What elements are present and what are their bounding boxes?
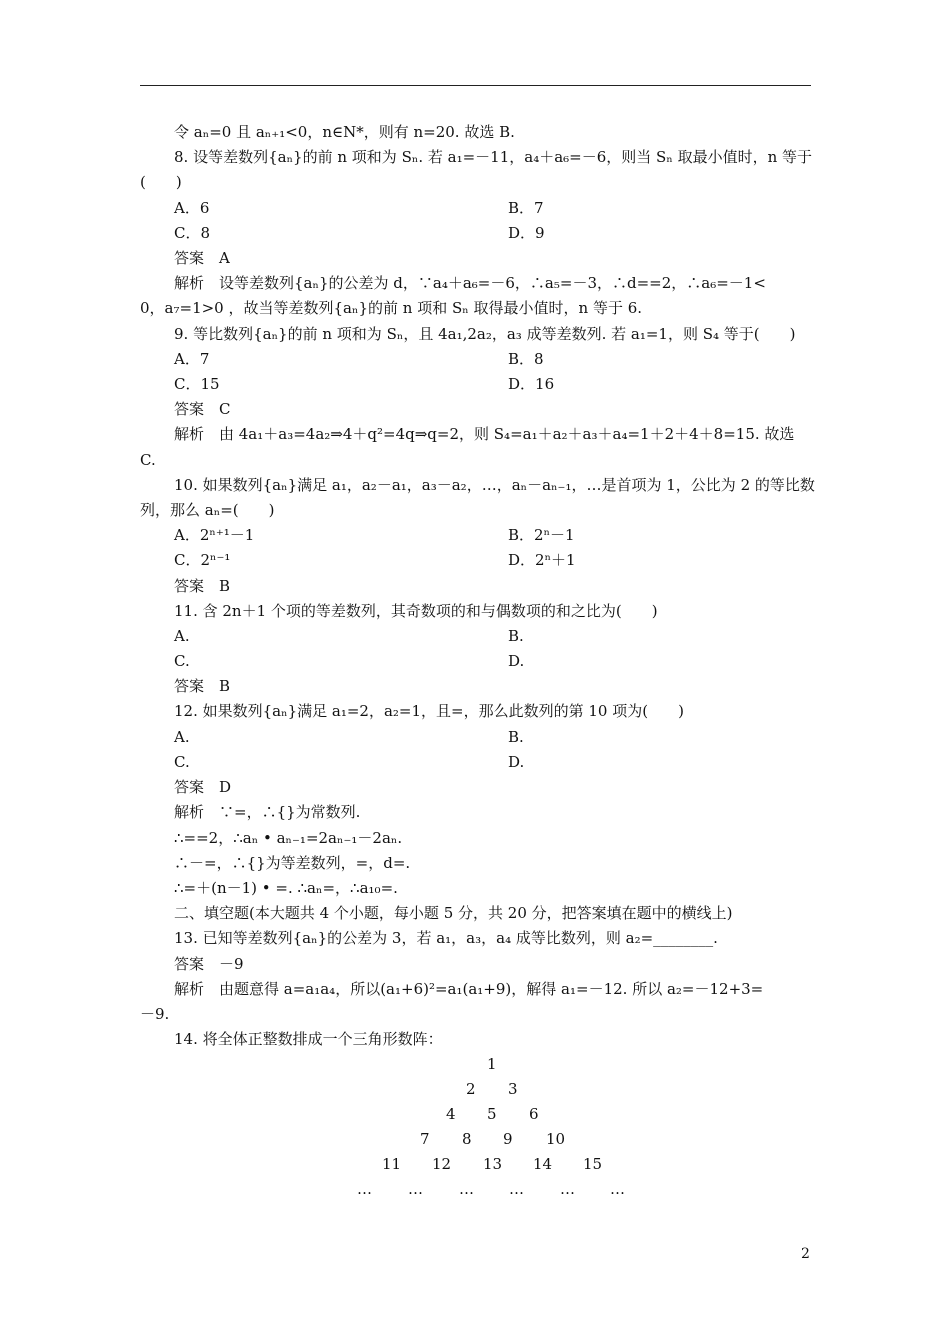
option-right: D．2ⁿ＋1	[508, 551, 576, 569]
text-line: A．7	[174, 350, 210, 368]
text-line: 解析 ∵=，∴{}为常数列.	[174, 803, 361, 821]
text-line: A．2ⁿ⁺¹－1	[174, 526, 255, 544]
text-line: 9. 等比数列{aₙ}的前 n 项和为 Sₙ，且 4a₁,2a₂，a₃ 成等差数列. 若 a₁=1，则 S₄ 等于( )	[174, 325, 796, 343]
triangle-number: 12	[432, 1155, 452, 1173]
triangle-number: 10	[546, 1130, 566, 1148]
text-line: 答案 C	[174, 400, 231, 418]
text-line: A.	[174, 728, 190, 746]
triangle-number: …	[610, 1180, 625, 1198]
triangle-number: …	[357, 1180, 372, 1198]
text-line: 13. 已知等差数列{aₙ}的公差为 3，若 a₁，a₃，a₄ 成等比数列，则 a₂=________.	[174, 929, 718, 947]
text-line: 令 aₙ=0 且 aₙ₊₁<0，n∈N*，则有 n=20. 故选 B.	[174, 123, 515, 141]
text-line: 二、填空题(本大题共 4 个小题，每小题 5 分，共 20 分，把答案填在题中的横线上)	[174, 904, 733, 922]
text-line: 答案 D	[174, 778, 232, 796]
text-line: C.	[140, 451, 156, 469]
text-line: C．15	[174, 375, 220, 393]
triangle-number: 4	[446, 1105, 456, 1123]
text-line: 答案 B	[174, 677, 231, 695]
triangle-number: 8	[462, 1130, 472, 1148]
text-line: C.	[174, 652, 190, 670]
text-line: 8. 设等差数列{aₙ}的前 n 项和为 Sₙ. 若 a₁=－11，a₄＋a₆=－6，则当 Sₙ 取最小值时，n 等于	[174, 148, 813, 166]
triangle-number: …	[408, 1180, 423, 1198]
text-line: ∴==2，∴aₙ • aₙ₋₁=2aₙ₋₁－2aₙ.	[174, 829, 403, 847]
text-line: 解析 设等差数列{aₙ}的公差为 d，∵a₄＋a₆=－6，∴a₅=－3，∴d==2，∴a₆=－1<	[174, 274, 766, 292]
text-line: 答案 B	[174, 577, 231, 595]
triangle-number: 15	[583, 1155, 603, 1173]
header-rule	[140, 85, 811, 86]
triangle-number: 9	[503, 1130, 513, 1148]
page-number: 2	[801, 1246, 810, 1262]
text-line: 0，a₇=1>0 ，故当等差数列{aₙ}的前 n 项和 Sₙ 取得最小值时，n 等于 6.	[140, 299, 643, 317]
triangle-number: 14	[533, 1155, 553, 1173]
option-right: D.	[508, 753, 525, 771]
option-right: B.	[508, 627, 524, 645]
text-line: 解析 由 4a₁＋a₃=4a₂⇒4＋q²=4q⇒q=2，则 S₄=a₁＋a₂＋a₃＋a₄=1＋2＋4＋8=15. 故选	[174, 425, 795, 443]
option-right: B.	[508, 728, 524, 746]
option-right: D．9	[508, 224, 545, 242]
triangle-number: 7	[420, 1130, 430, 1148]
triangle-number: 3	[508, 1080, 518, 1098]
option-right: D.	[508, 652, 525, 670]
text-line: ∴－=，∴{}为等差数列，=，d=.	[174, 854, 411, 872]
text-line: 解析 由题意得 a=a₁a₄，所以(a₁+6)²=a₁(a₁+9)，解得 a₁=－12. 所以 a₂=－12+3=	[174, 980, 764, 998]
triangle-number: 13	[483, 1155, 503, 1173]
text-line: 答案 －9	[174, 955, 244, 973]
triangle-number: …	[509, 1180, 524, 1198]
option-right: B．7	[508, 199, 544, 217]
triangle-number: 6	[529, 1105, 539, 1123]
option-right: B．8	[508, 350, 544, 368]
text-line: A.	[174, 627, 190, 645]
text-line: C．2ⁿ⁻¹	[174, 551, 231, 569]
text-line: C．8	[174, 224, 211, 242]
text-line: 答案 A	[174, 249, 230, 267]
option-right: D．16	[508, 375, 555, 393]
text-line: 列，那么 aₙ=( )	[140, 501, 275, 519]
text-line: 11. 含 2n＋1 个项的等差数列，其奇数项的和与偶数项的和之比为( )	[174, 602, 658, 620]
triangle-number: …	[459, 1180, 474, 1198]
triangle-number: 5	[487, 1105, 497, 1123]
text-line: 10. 如果数列{aₙ}满足 a₁，a₂－a₁，a₃－a₂，…，aₙ－aₙ₋₁，…是首项为 1，公比为 2 的等比数	[174, 476, 815, 494]
text-line: ∴=＋(n－1) • =. ∴aₙ=，∴a₁₀=.	[174, 879, 398, 897]
text-line: 12. 如果数列{aₙ}满足 a₁=2，a₂=1，且=，那么此数列的第 10 项为( )	[174, 702, 684, 720]
text-line: A．6	[174, 199, 210, 217]
triangle-number: 1	[487, 1055, 497, 1073]
text-line: C.	[174, 753, 190, 771]
text-line: 14. 将全体正整数排成一个三角形数阵：	[174, 1030, 443, 1048]
text-line: ( )	[140, 173, 182, 191]
triangle-number: 2	[466, 1080, 476, 1098]
triangle-number: …	[560, 1180, 575, 1198]
option-right: B．2ⁿ－1	[508, 526, 575, 544]
triangle-number: 11	[382, 1155, 402, 1173]
text-line: －9.	[140, 1005, 170, 1023]
